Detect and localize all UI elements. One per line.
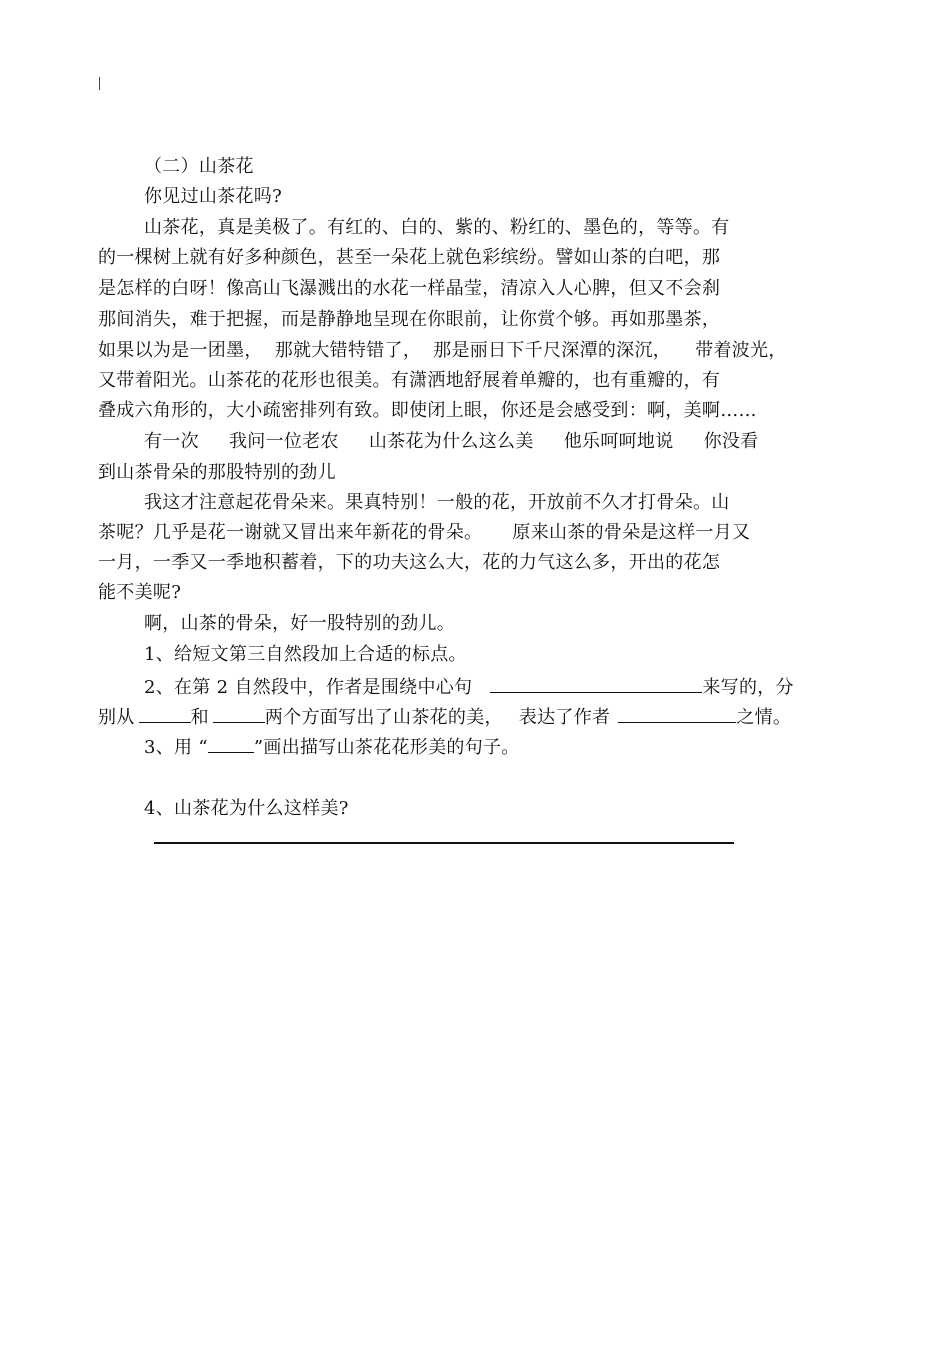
- answer-blank-feeling[interactable]: [618, 704, 736, 723]
- para3-line-4: 能不美呢?: [98, 582, 182, 603]
- answer-blank-central-sentence[interactable]: [490, 674, 702, 693]
- intro-question: 你见过山茶花吗?: [144, 186, 283, 207]
- question-2-text-d: 和: [190, 707, 209, 728]
- question-2-text-g: 之情。: [736, 707, 792, 728]
- question-2-text-b: 来写的，分: [702, 677, 794, 698]
- para1-line-3: 是怎样的白呀！像高山飞瀑溅出的水花一样晶莹，清凉入人心脾，但又不会刹: [98, 278, 721, 299]
- question-3-text-b: ”画出描写山茶花花形美的句子。: [253, 737, 520, 758]
- text-cursor-mark: [99, 77, 100, 90]
- question-1: 1、给短文第三自然段加上合适的标点。: [144, 644, 467, 665]
- question-2-text-e: 两个方面写出了山茶花的美，: [264, 707, 503, 728]
- answer-blank-aspect-1[interactable]: [139, 704, 191, 723]
- question-3-text-a: 3、用 “: [144, 737, 208, 758]
- para1-line-5: 如果以为是一团墨， 那就大错特错了， 那是丽日下千尺深潭的深沉， 带着波光，: [98, 340, 787, 361]
- para1-line-6: 又带着阳光。山茶花的花形也很美。有潇洒地舒展着单瓣的，也有重瓣的，有: [98, 370, 721, 391]
- answer-line-question-4[interactable]: [154, 842, 734, 844]
- para3-line-2: 茶呢？几乎是花一谢就又冒出来年新花的骨朵。 原来山茶的骨朵是这样一月又: [98, 522, 751, 543]
- question-2-text-c: 别从: [98, 707, 135, 728]
- para2-line-1: 有一次 我问一位老农 山茶花为什么这么美 他乐呵呵地说 你没看: [144, 431, 759, 452]
- section-title: （二）山茶花: [144, 156, 254, 177]
- para1-line-2: 的一棵树上就有好多种颜色，甚至一朵花上就色彩缤纷。譬如山茶的白吧，那: [98, 247, 721, 268]
- underline-symbol-sample: [208, 734, 254, 753]
- para2-line-2: 到山茶骨朵的那股特别的劲儿: [98, 462, 336, 483]
- question-3: [144, 734, 520, 760]
- question-2-line-1: [144, 674, 794, 700]
- para3-line-1: 我这才注意起花骨朵来。果真特别！一般的花，开放前不久才打骨朵。山: [144, 492, 730, 513]
- question-2-text-f: 表达了作者: [518, 707, 611, 728]
- question-2-text-a: 2、在第 2 自然段中，作者是围绕中心句: [144, 677, 473, 698]
- para4: 啊，山茶的骨朵，好一股特别的劲儿。: [144, 613, 456, 634]
- para1-line-7: 叠成六角形的，大小疏密排列有致。即使闭上眼，你还是会感受到：啊，美啊……: [98, 400, 757, 421]
- question-2-line-2: [98, 704, 791, 730]
- question-4: 4、山茶花为什么这样美?: [144, 798, 349, 819]
- para1-line-1: 山茶花，真是美极了。有红的、白的、紫的、粉红的、墨色的，等等。有: [144, 217, 730, 238]
- para1-line-4: 那间消失，难于把握，而是静静地呈现在你眼前，让你赏个够。再如那墨茶，: [98, 309, 721, 330]
- answer-blank-aspect-2[interactable]: [213, 704, 265, 723]
- para3-line-3: 一月，一季又一季地积蓄着，下的功夫这么大，花的力气这么多，开出的花怎: [98, 552, 721, 573]
